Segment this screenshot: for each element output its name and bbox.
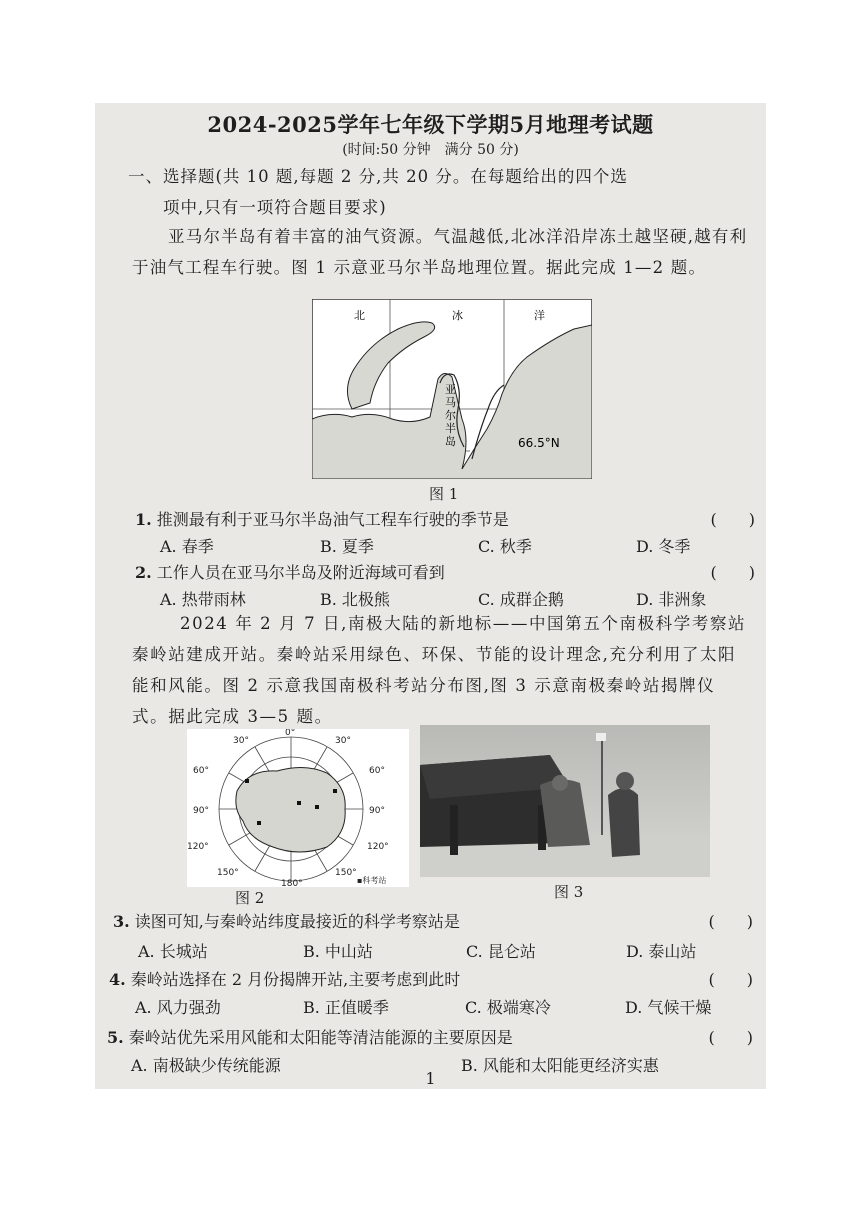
angle-label-30w: 30° xyxy=(233,736,249,746)
q3-option-b[interactable]: B. 中山站 xyxy=(303,942,373,961)
figure-3-caption: 图 3 xyxy=(554,883,584,901)
figure-1-caption: 图 1 xyxy=(429,485,459,503)
q4-option-c[interactable]: C. 极端寒冷 xyxy=(465,998,551,1017)
question-5-number: 5. xyxy=(107,1028,124,1047)
question-1 xyxy=(135,507,755,530)
question-5-stem: 秦岭站优先采用风能和太阳能等清洁能源的主要原因是 xyxy=(128,1028,513,1047)
angle-label-120e: 120° xyxy=(367,842,389,852)
map-peninsula-char-4: 半 xyxy=(445,422,456,435)
angle-label-120w: 120° xyxy=(187,842,209,852)
q2-option-d[interactable]: D. 非洲象 xyxy=(636,590,707,609)
question-1-stem: 推测最有利于亚马尔半岛油气工程车行驶的季节是 xyxy=(156,510,509,529)
question-4-stem: 秦岭站选择在 2 月份揭牌开站,主要考虑到此时 xyxy=(130,970,461,989)
q1-option-a[interactable]: A. 春季 xyxy=(160,537,214,556)
q1-option-c[interactable]: C. 秋季 xyxy=(478,537,532,556)
question-3 xyxy=(113,909,753,932)
exam-subtitle: (时间:50 分钟 满分 50 分) xyxy=(342,142,519,158)
q5-option-b[interactable]: B. 风能和太阳能更经济实惠 xyxy=(461,1056,659,1075)
exam-sheet xyxy=(95,103,766,1089)
question-4 xyxy=(109,967,753,990)
angle-label-0: 0° xyxy=(285,729,296,738)
map-label-bing: 冰 xyxy=(452,309,463,322)
angle-label-180: 180° xyxy=(281,879,303,887)
q5-option-a[interactable]: A. 南极缺少传统能源 xyxy=(131,1056,281,1075)
question-2-stem: 工作人员在亚马尔半岛及附近海域可看到 xyxy=(156,563,445,582)
angle-label-30e: 30° xyxy=(335,736,351,746)
angle-label-60e: 60° xyxy=(369,766,385,776)
question-3-number: 3. xyxy=(113,912,130,931)
question-2 xyxy=(135,560,755,583)
question-5 xyxy=(107,1025,753,1048)
question-3-answer-blank[interactable]: ( ) xyxy=(708,912,753,931)
angle-label-150w: 150° xyxy=(217,868,239,878)
section-heading-line2: 项中,只有一项符合题目要求) xyxy=(163,198,387,217)
angle-label-60w: 60° xyxy=(193,766,209,776)
q2-option-a[interactable]: A. 热带雨林 xyxy=(160,590,246,609)
q4-option-a[interactable]: A. 风力强劲 xyxy=(135,998,221,1017)
figure-2-polar-map xyxy=(187,729,409,887)
page-number: 1 xyxy=(425,1069,436,1088)
question-4-answer-blank[interactable]: ( ) xyxy=(708,970,753,989)
map-latitude-label: 66.5°N xyxy=(518,436,560,450)
map-peninsula-char-3: 尔 xyxy=(445,409,456,422)
figure-2-legend: ▪科考站 xyxy=(357,876,387,885)
question-5-answer-blank[interactable]: ( ) xyxy=(708,1028,753,1047)
angle-label-90e: 90° xyxy=(369,806,385,816)
map-peninsula-char-1: 亚 xyxy=(445,383,456,396)
figure-1-map xyxy=(312,299,592,479)
map-peninsula-char-5: 岛 xyxy=(445,435,456,448)
intro-paragraph-2: 2024 年 2 月 7 日,南极大陆的新地标——中国第五个南极科学考察站秦岭站建成开站。秦岭站采用绿色、环保、节能的设计理念,充分利用了太阳能和风能。图 2 示意我国南极科考站分布图,图 3 示意南极秦岭站揭牌仪式。据此完成 3—5 题。 xyxy=(132,614,747,726)
q3-option-a[interactable]: A. 长城站 xyxy=(138,942,208,961)
question-1-number: 1. xyxy=(135,510,152,529)
q3-option-c[interactable]: C. 昆仑站 xyxy=(466,942,536,961)
section-heading-line1: 一、选择题(共 10 题,每题 2 分,共 20 分。在每题给出的四个选 xyxy=(128,167,628,186)
map-peninsula-char-2: 马 xyxy=(445,396,456,409)
angle-label-150e: 150° xyxy=(335,868,357,878)
q1-option-d[interactable]: D. 冬季 xyxy=(636,537,691,556)
figure-2-caption: 图 2 xyxy=(235,889,265,907)
q3-option-d[interactable]: D. 泰山站 xyxy=(626,942,697,961)
intro-paragraph-1: 亚马尔半岛有着丰富的油气资源。气温越低,北冰洋沿岸冻土越坚硬,越有利于油气工程车行驶。图 1 示意亚马尔半岛地理位置。据此完成 1—2 题。 xyxy=(132,227,748,277)
question-2-answer-blank[interactable]: ( ) xyxy=(710,563,755,582)
question-4-number: 4. xyxy=(109,970,126,989)
question-2-number: 2. xyxy=(135,563,152,582)
question-1-answer-blank[interactable]: ( ) xyxy=(710,510,755,529)
q1-option-b[interactable]: B. 夏季 xyxy=(320,537,374,556)
exam-title: 2024-2025学年七年级下学期5月地理考试题 xyxy=(207,112,654,137)
map-label-bei: 北 xyxy=(354,309,365,322)
q2-option-c[interactable]: C. 成群企鹅 xyxy=(478,590,564,609)
q4-option-d[interactable]: D. 气候干燥 xyxy=(625,998,712,1017)
q4-option-b[interactable]: B. 正值暖季 xyxy=(303,998,389,1017)
q2-option-b[interactable]: B. 北极熊 xyxy=(320,590,390,609)
figure-3-photo xyxy=(420,725,710,877)
question-3-stem: 读图可知,与秦岭站纬度最接近的科学考察站是 xyxy=(134,912,460,931)
map-label-yang: 洋 xyxy=(534,309,545,322)
angle-label-90w: 90° xyxy=(193,806,209,816)
